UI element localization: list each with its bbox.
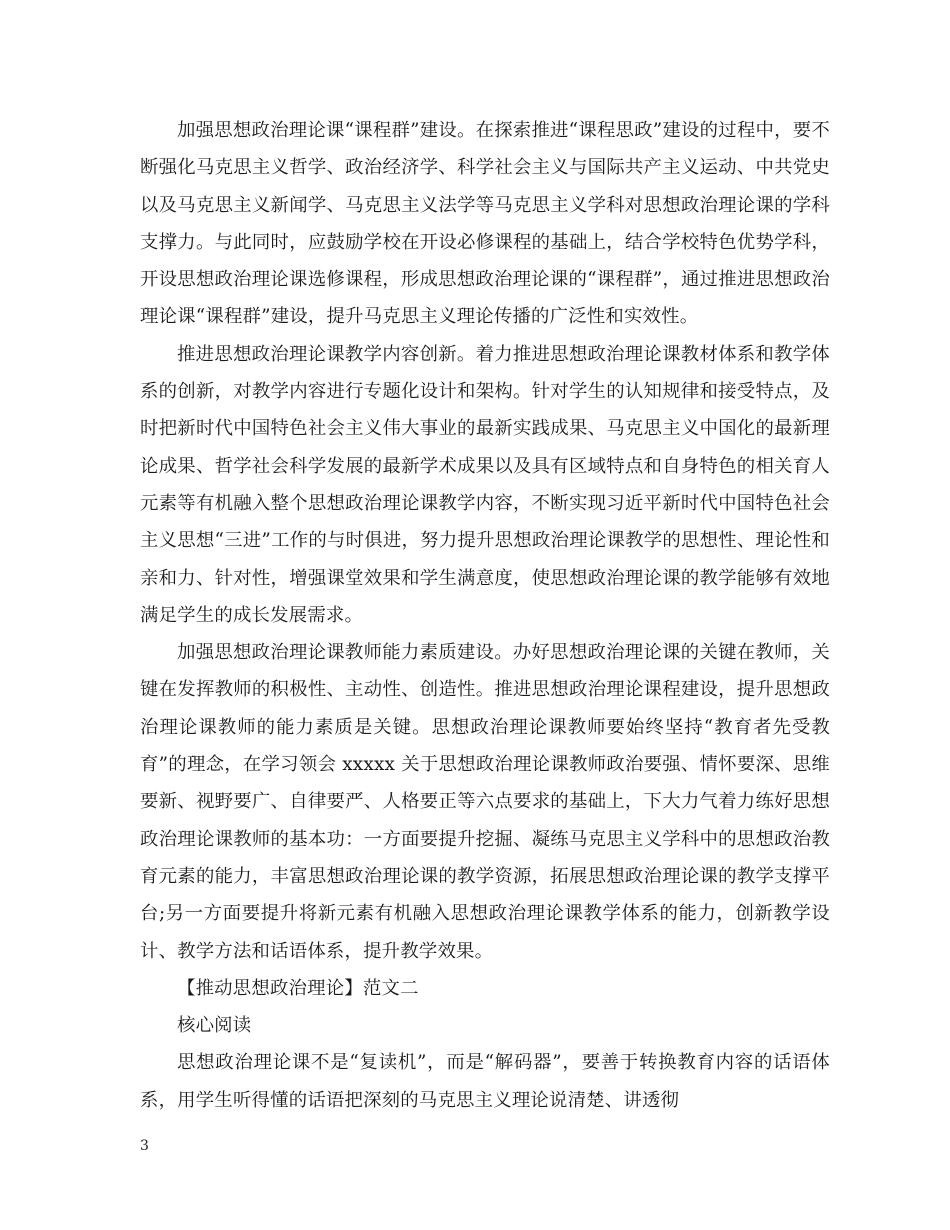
section-heading-sample-two: 【推动思想政治理论】范文二 bbox=[177, 977, 419, 999]
page-number: 3 bbox=[140, 1138, 149, 1154]
paragraph-teacher-ability: 加强思想政治理论课教师能力素质建设。办好思想政治理论课的关键在教师，关键在发挥教师的积极性、主动性、创造性。推进思想政治理论课程建设，提升思想政治理论课教师的能力素质是关键。思想政治理论课教师要始终坚持“教育者先受教育”的理念，在学习领会 xxxxx 关于思想政治理论课教师政治要强、情怀要深、思维要新、视野要广、自律要严、人格要正等六点要求的基础上，下大力气着力练好思想政治理论课教师的基本功：一方面要提升挖掘、凝练马克思主义学科中的思想政治教育元素的能力，丰富思想政治理论课的教学资源，拓展思想政治理论课的教学支撑平台;另一方面要提升将新元素有机融入思想政治理论课教学体系的能力，创新教学设计、教学方法和话语体系，提升教学效果。 bbox=[140, 642, 830, 962]
document-body bbox=[140, 112, 830, 1119]
paragraph-decoder: 思想政治理论课不是“复读机”，而是“解码器”，要善于转换教育内容的话语体系，用学生听得懂的话语把深刻的马克思主义理论说清楚、讲透彻 bbox=[140, 1052, 830, 1111]
paragraph-teaching-content: 推进思想政治理论课教学内容创新。着力推进思想政治理论课教材体系和教学体系的创新，对教学内容进行专题化设计和架构。针对学生的认知规律和接受特点，及时把新时代中国特色社会主义伟大事业的最新实践成果、马克思主义中国化的最新理论成果、哲学社会科学发展的最新学术成果以及具有区域特点和自身特色的相关育人元素等有机融入整个思想政治理论课教学内容，不断实现习近平新时代中国特色社会主义思想“三进”工作的与时俱进，努力提升思想政治理论课教学的思想性、理论性和亲和力、针对性，增强课堂效果和学生满意度，使思想政治理论课的教学能够有效地满足学生的成长发展需求。 bbox=[140, 343, 830, 626]
section-heading-core-reading: 核心阅读 bbox=[177, 1015, 252, 1037]
paragraph-course-group: 加强思想政治理论课“课程群”建设。在探索推进“课程思政”建设的过程中，要不断强化马克思主义哲学、政治经济学、科学社会主义与国际共产主义运动、中共党史以及马克思主义新闻学、马克思主义法学等马克思主义学科对思想政治理论课的学科支撑力。与此同时，应鼓励学校在开设必修课程的基础上，结合学校特色优势学科，开设思想政治理论课选修课程，形成思想政治理论课的“课程群”，通过推进思想政治理论课“课程群”建设，提升马克思主义理论传播的广泛性和实效性。 bbox=[140, 120, 830, 328]
